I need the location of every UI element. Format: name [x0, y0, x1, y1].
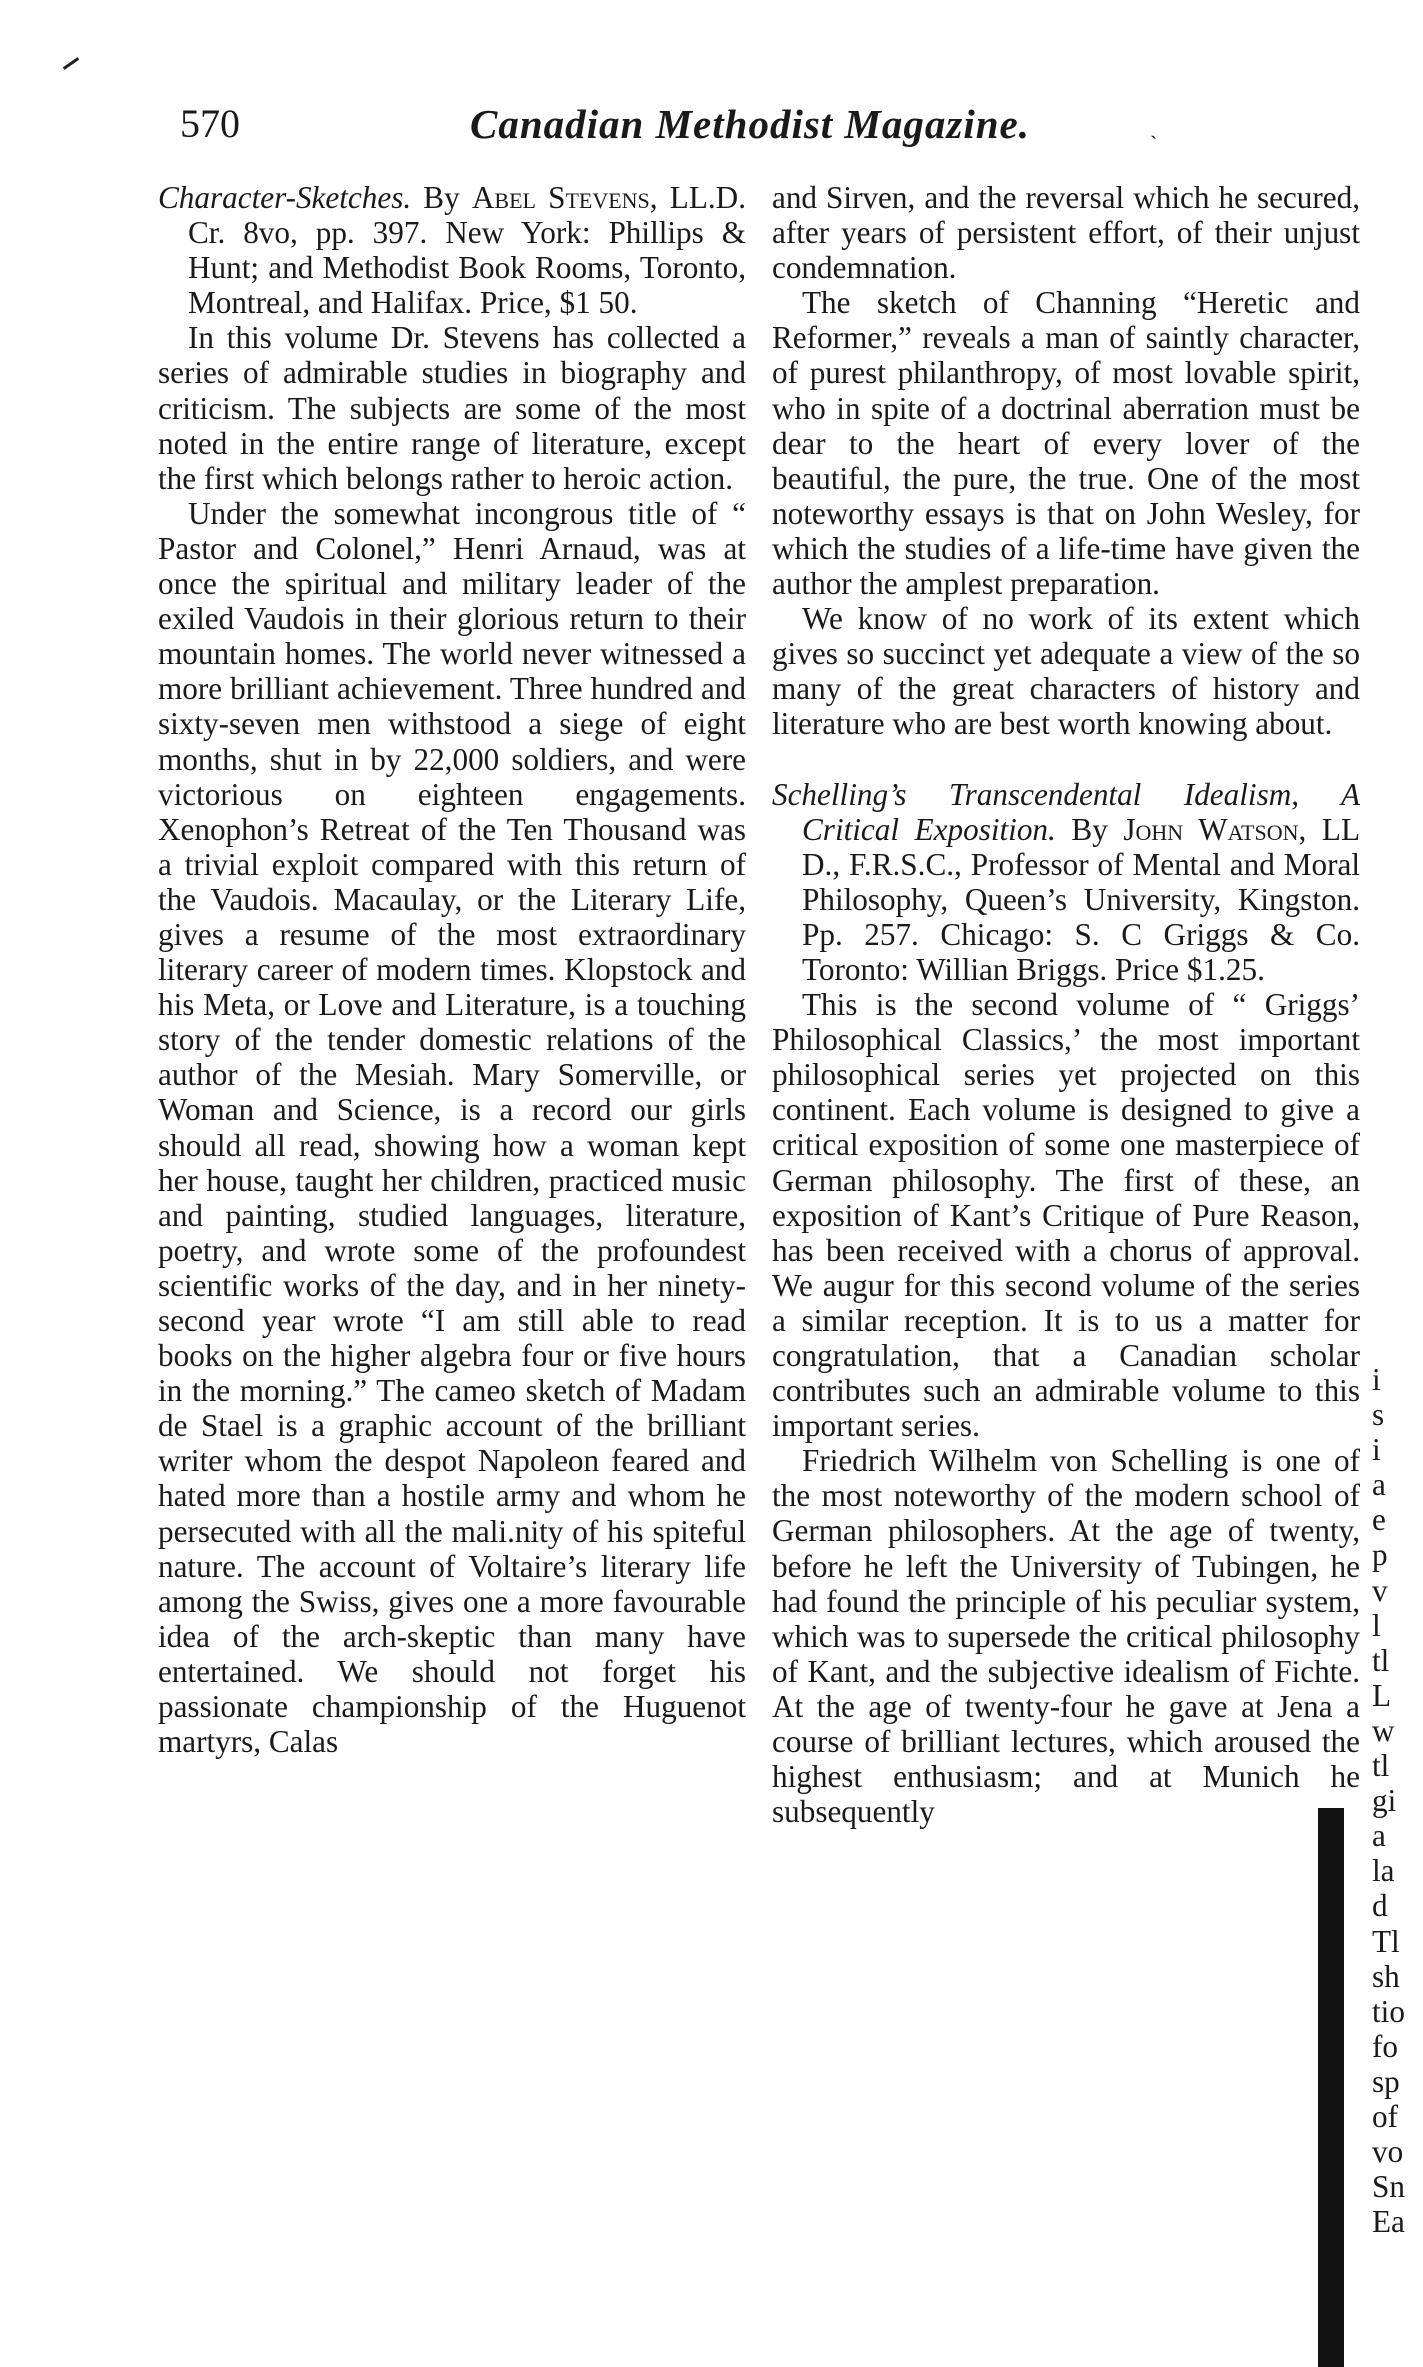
paragraph: Friedrich Wilhelm von Schelling is one of the most noteworthy of the modern school of German philosophers. At the age of twenty, before he left the University of Tubingen, he had found the principle of his peculiar system, which was to supersede the critical philosophy of Kant, and the subjective idealism of Fichte. At the age of twenty-four he gave at Jena a course of brilliant lectures, which aroused the highest enthusiasm; and at Munich he subsequently — [772, 1443, 1360, 1830]
edge-fragment: d — [1372, 1888, 1388, 1924]
paragraph: The sketch of Channing “Heretic and Reformer,” reveals a man of saintly character, of purest philanthropy, of most lovable spirit, who in spite of a doctrinal aberration must be dear to the heart of every lover of the beautiful, the pure, the true. One of the most noteworthy essays is that on John Wesley, for which the studies of a life-time have given the author the amplest preparation. — [772, 285, 1360, 602]
paragraph: Under the somewhat incongrous title of “ Pastor and Colonel,” Henri Arnaud, was at once the spiritual and military leader of the exiled Vaudois in their glorious return to their mountain homes. The world never witnessed a more brilliant achievement. Three hundred and sixty-seven men withstood a siege of eight months, shut in by 22,000 soldiers, and were victorious on eighteen engagements. Xenophon’s Retreat of the Ten Thousand was a trivial exploit compared with this return of the Vaudois. Macaulay, or the Literary Life, gives a resume of the most extraordinary literary career of modern times. Klopstock and his Meta, or Love and Literature, is a touching story of the tender domestic relations of the author of the Mesiah. Mary Somerville, or Woman and Science, is a record our girls should all read, showing how a woman kept her house, taught her children, practiced music and painting, studied languages, literature, poetry, and wrote some of the profoundest scientific works of the day, and in her ninety-second year wrote “I am still able to read books on the higher algebra four or five hours in the morning.” The cameo sketch of Madam de Stael is a graphic account of the brilliant writer whom the despot Napoleon feared and hated more than a hostile army and whom he persecuted with all the mali.nity of his spiteful nature. The account of Voltaire’s literary life among the Swiss, gives one a more favourable idea of the arch-skeptic than many have entertained. We should not forget his passionate championship of the Huguenot martyrs, Calas — [158, 495, 746, 1760]
right-column — [772, 180, 1360, 1829]
edge-fragment: gi — [1372, 1783, 1397, 1819]
review-by: By — [411, 180, 472, 215]
review-heading-schelling — [772, 777, 1360, 988]
paragraph: This is the second volume of “ Griggs’ Philosophical Classics,’ the most important philosophical series yet projected on this continent. Each volume is designed to give a critical exposition of some one masterpiece of German philosophy. The first of these, an exposition of Kant’s Critique of Pure Reason, has been received with a chorus of approval. We augur for this second volume of the series a similar reception. It is to us a matter for congratulation, that a Canadian scholar contributes such an admirable volume to this important series. — [772, 987, 1360, 1444]
scan-binding-shadow — [1318, 1808, 1344, 2367]
edge-fragment: L — [1372, 1677, 1392, 1713]
edge-fragment: i — [1372, 1432, 1381, 1468]
edge-fragment: w — [1372, 1712, 1395, 1748]
edge-fragment: vo — [1372, 2134, 1404, 2170]
edge-fragment: a — [1372, 1818, 1386, 1854]
edge-fragment: v — [1372, 1572, 1388, 1608]
edge-fragment: Tl — [1372, 1923, 1400, 1959]
review-meta: , LL D., F.R.S.C., Professor of Mental and Moral Philosophy, Queen’s University, Kingston. Pp. 257. Chicago: S. C Griggs & Co. Toronto: Willian Briggs. Price $1.25. — [802, 811, 1360, 987]
review-author: Abel Stevens — [471, 180, 650, 215]
edge-fragment: a — [1372, 1467, 1386, 1503]
edge-fragment: tl — [1372, 1642, 1390, 1678]
paragraph: We know of no work of its extent which gives so succinct yet adequate a view of the so many of the great characters of history and literature who are best worth knowing about. — [772, 601, 1360, 742]
review-title: Schelling’s Transcendental Idealism, A Critical Exposition. — [772, 776, 1360, 847]
adjacent-page-edge — [1372, 1362, 1423, 2239]
edge-fragment: Ea — [1372, 2204, 1405, 2240]
paragraph-continued: and Sirven, and the reversal which he secured, after years of persistent effort, of their unjust condemnation. — [772, 180, 1360, 286]
margin-mark — [63, 57, 79, 70]
left-column — [158, 180, 746, 1759]
review-heading-character-sketches — [158, 180, 746, 320]
edge-fragment: Sn — [1372, 2169, 1405, 2205]
review-meta: , LL.D. Cr. 8vo, pp. 397. New York: Phillips & Hunt; and Methodist Book Rooms, Toronto, Montreal, and Halifax. Price, $1 50. — [188, 180, 746, 321]
edge-fragment: i — [1372, 1362, 1381, 1397]
header-tick-mark: ˎ — [1150, 114, 1158, 139]
edge-fragment: l — [1372, 1607, 1381, 1643]
running-title: Canadian Methodist Magazine. — [470, 101, 1030, 147]
review-author: John Watson — [1123, 811, 1299, 847]
edge-fragment: s — [1372, 1397, 1385, 1433]
edge-fragment: sp — [1372, 2063, 1400, 2099]
running-header — [180, 100, 1180, 160]
paragraph: In this volume Dr. Stevens has collected a series of admirable studies in biography and criticism. The subjects are some of the most noted in the entire range of literature, except the first which belongs rather to heroic action. — [158, 320, 746, 496]
review-by: By — [1055, 811, 1124, 847]
review-title: Character-Sketches. — [158, 180, 412, 215]
edge-fragment: tl — [1372, 1748, 1390, 1784]
edge-fragment: la — [1372, 1853, 1395, 1889]
edge-fragment: tio — [1372, 1993, 1405, 2029]
edge-fragment: of — [1372, 2098, 1398, 2134]
edge-fragment: p — [1372, 1537, 1388, 1573]
page-number: 570 — [180, 101, 240, 146]
edge-fragment: fo — [1372, 2028, 1398, 2064]
edge-fragment: sh — [1372, 1958, 1400, 1994]
edge-fragment: e — [1372, 1502, 1386, 1538]
